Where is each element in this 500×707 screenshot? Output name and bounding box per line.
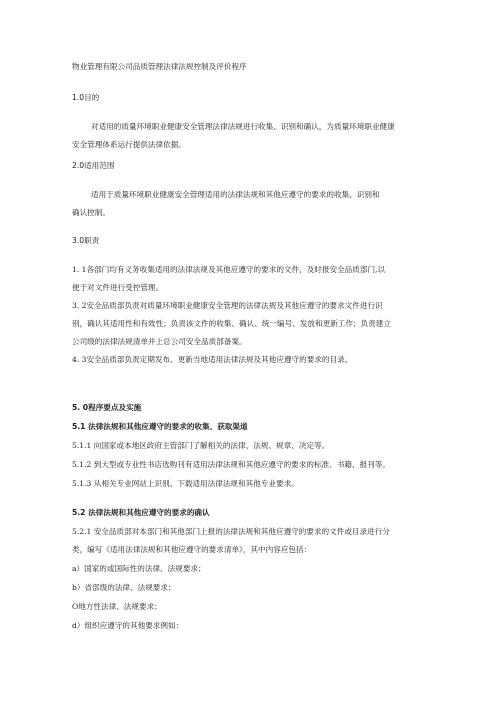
section-2-heading: 2.0适用范围 [72, 161, 115, 170]
section-2-text: 适用于质量环境职业健康安全管理适用的法律法规和其他应遵守的要求的收集、识别和 [91, 190, 380, 199]
section-5-heading: 5. 0程序要点及实施 [72, 403, 142, 412]
responsibility-item: 3. 2安全品质部负责对质量环境职业健康安全管理的法律法规及其他应遵守的要求文件进行识 [72, 301, 383, 310]
responsibility-item: 别，确认其适用性和有效性；负责该文件的收集、确认、统一编号、发放和更新工作；负责建立 [72, 319, 391, 328]
list-item-d: d）组织应遵守的其他要求例如： [72, 621, 184, 630]
section-1-text: 安全管理体系运行提供法律依据。 [72, 140, 186, 149]
list-item-a: a）国家的或国际性的法律、法规要求； [72, 564, 206, 573]
clause-5-2-1: 5.2.1 安全品质部对本部门和其他部门上报的法律法规和其他应遵守的要求的文件或目录进行分 [72, 527, 390, 536]
clause-5-1-1: 5.1.1 向国家或本地区政府主管部门了解相关的法律、法规、规章、决定等。 [72, 441, 330, 450]
clause-5-2-1: 类，编写《适用法律法规和其他应遵守的要求清单》，其中内容应包括： [72, 545, 312, 554]
section-1-text: 对适用的质量环境职业健康安全管理法律法规进行收集、识别和确认，为质量环境职业健康 [91, 122, 395, 131]
responsibility-item: 4. 3安全品质部负责定期发布、更新当地适用法律法规及其他应遵守的要求的目录。 [72, 355, 353, 364]
clause-5-1-2: 5.1.2 到大型或专业性书店选购刊有适用法律法规和其他应遵守的要求的标准、书籍、报刊等。 [72, 460, 390, 469]
section-1-heading: 1.0目的 [72, 93, 100, 102]
document-title: 物业管理有限公司品质管理法律法规控制及评价程序 [72, 62, 247, 71]
responsibility-item: 公司级的法律法规清单并上总公司安全品质部备案。 [72, 337, 247, 346]
clause-5-1-3: 5.1.3 从相关专业网站上识别、下载适用法律法规和其他专业要求。 [72, 479, 299, 488]
section-3-heading: 3.0职责 [72, 236, 100, 245]
responsibility-item: 便于对文件进行受控管理。 [72, 283, 164, 292]
list-item-b: b）省部级的法律、法规要求； [72, 583, 176, 592]
section-5-2-heading: 5.2 法律法规和其他应遵守的要求的确认 [72, 508, 210, 517]
responsibility-item: 1. 1各部门均有义务收集适用的法律法规及其他应遵守的要求的文件，及时报安全品质部门,以 [72, 265, 386, 274]
section-5-1-heading: 5.1 法律法规和其他应遵守的要求的收集、获取渠道 [72, 422, 248, 431]
section-2-text: 确认控制。 [72, 208, 110, 217]
list-item-c: O地方性法律、法规要求； [72, 602, 162, 611]
